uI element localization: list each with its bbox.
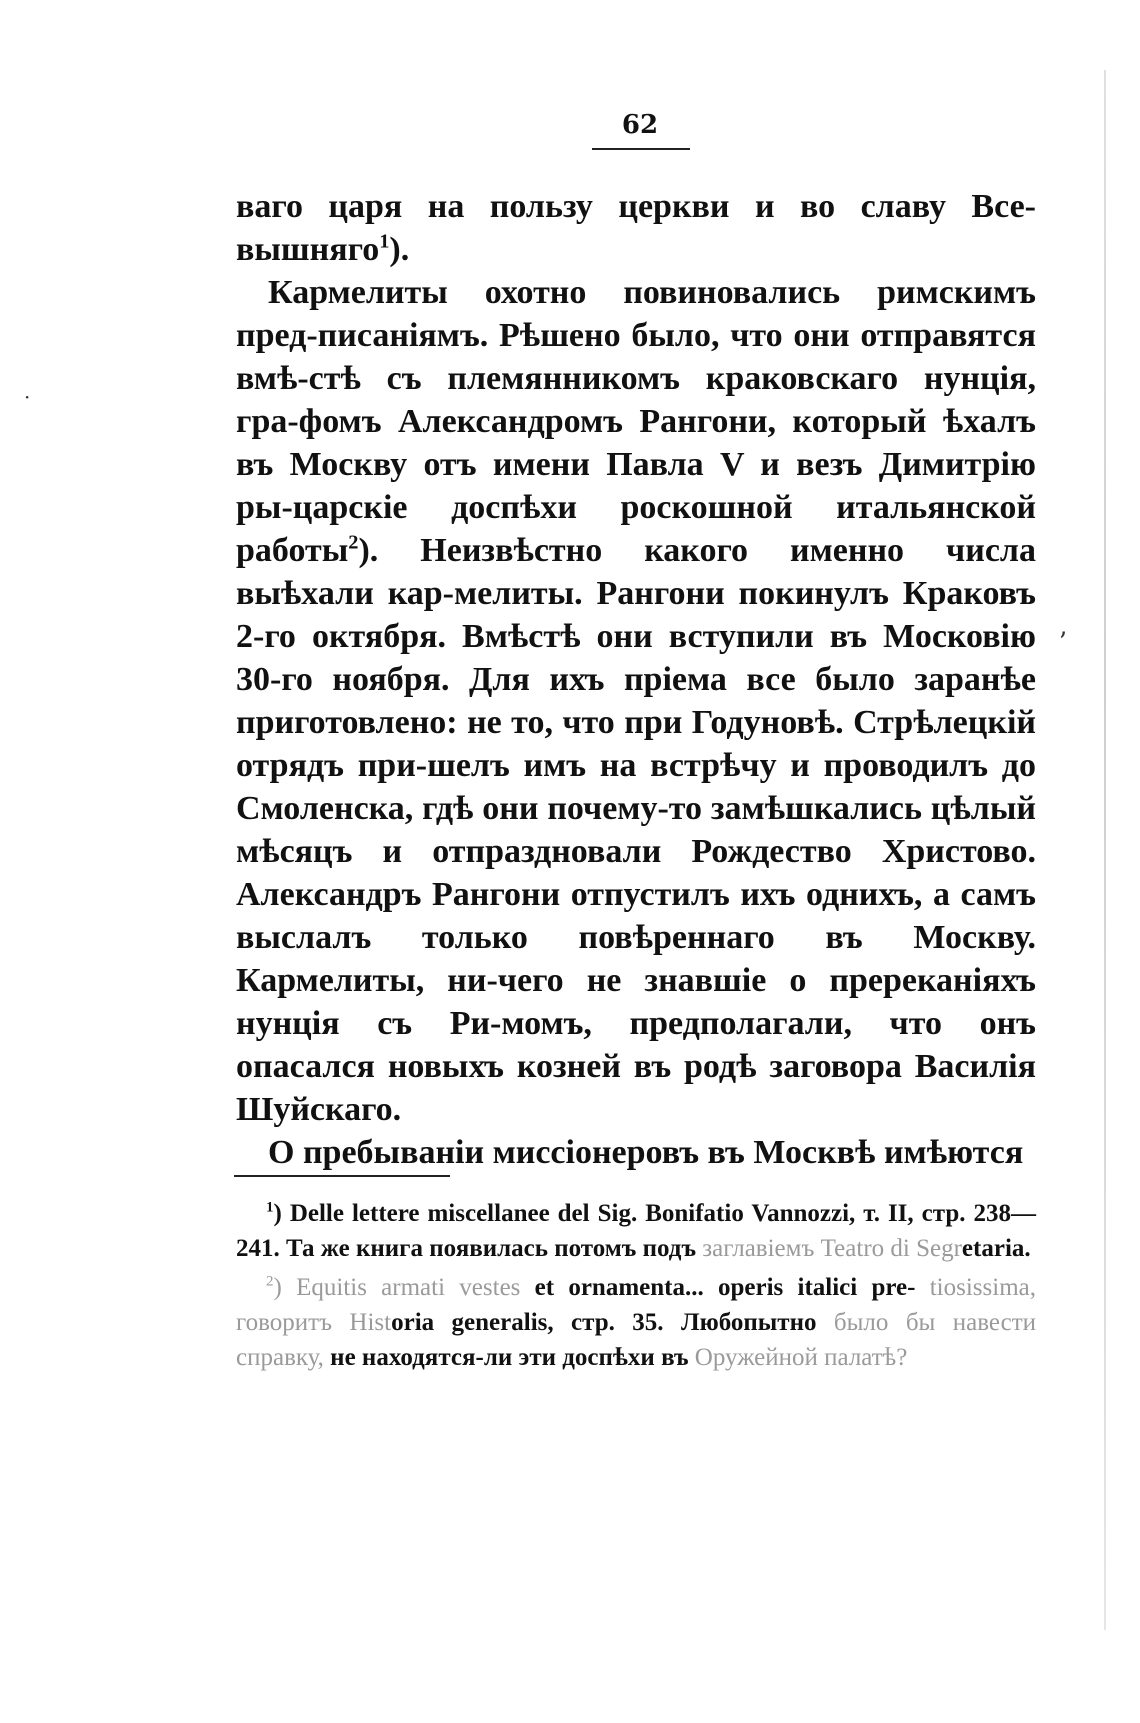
footnote-2-number: 2 bbox=[266, 1273, 274, 1290]
footnote-2-faded-b: tiosissima, говоритъ Hist bbox=[236, 1274, 1036, 1336]
page-number: 62 bbox=[621, 110, 659, 140]
paragraph-2-text-a: Кармелиты охотно повиновались римскимъ пред-писаніямъ. Рѣшено было, что они отправятся вмѣ-стѣ съ племянникомъ краковскаго нунція, гра-фомъ Александромъ Рангони, который ѣхалъ въ Москву отъ имени Павла V и везъ Димитрію ры-царскіе доспѣхи роскошной итальянской работы bbox=[236, 274, 1036, 569]
margin-mark: ʼ bbox=[1058, 628, 1067, 658]
footnote-1 bbox=[236, 1196, 1036, 1266]
footnote-1-end: etaria. bbox=[961, 1235, 1031, 1262]
footnote-1-faded: заглавіемъ Teatro di Segr bbox=[702, 1235, 962, 1262]
footnote-2-faded-a: ) Equitis armati vestes bbox=[273, 1274, 521, 1301]
footnote-separator bbox=[234, 1175, 450, 1177]
main-text bbox=[236, 185, 1036, 1174]
footnote-1-text: ) Delle lettere miscellanee del Sig. Bonifatio Vannozzi, т. II, стр. 238—241. Та же книга появилась потомъ подъ bbox=[236, 1200, 1036, 1262]
footnote-2-faded-c: было бы навести справку, bbox=[236, 1309, 1037, 1371]
page-edge-shadow bbox=[1104, 70, 1106, 1630]
footnote-2-faded-d: Оружейной палатѣ? bbox=[694, 1344, 908, 1371]
footnotes bbox=[236, 1196, 1036, 1375]
footnote-ref-1: 1 bbox=[379, 230, 390, 253]
page-number-rule bbox=[592, 148, 690, 150]
footnote-2-text-a: et ornamenta... operis italici pre- bbox=[520, 1274, 916, 1301]
footnote-ref-2: 2 bbox=[348, 531, 359, 554]
footnote-2 bbox=[236, 1270, 1036, 1375]
paragraph-2 bbox=[236, 271, 1036, 1131]
paragraph-1-text: ваго царя на пользу церкви и во славу Все-вышняго bbox=[236, 188, 1036, 268]
footnote-1-number: 1 bbox=[266, 1199, 274, 1216]
paragraph-3: О пребываніи миссіонеровъ въ Москвѣ имѣются bbox=[268, 1134, 1024, 1171]
footnote-2-text-b: oria generalis, стр. 35. Любопытно bbox=[391, 1309, 817, 1336]
paragraph-2-text-b: ). Неизвѣстно какого именно числа выѣхали кар-мелиты. Рангони покинулъ Краковъ 2-го октября. Вмѣстѣ они вступили въ Московію 30-го ноября. Для ихъ пріема все было заранѣе приготовлено: не то, что при Годуновѣ. Стрѣлецкій отрядъ при-шелъ имъ на встрѣчу и проводилъ до Смоленска, гдѣ они почему-то замѣшкались цѣлый мѣсяцъ и отпраздновали Рождество Христово. Александръ Рангони отпустилъ ихъ однихъ, а самъ выслалъ только повѣреннаго въ Москву. Кармелиты, ни-чего не знавшіе о пререканіяхъ нунція съ Ри-момъ, предполагали, что онъ опасался новыхъ козней въ родѣ заговора Василія Шуйскаго. bbox=[236, 532, 1036, 1128]
paragraph-1-end: ). bbox=[389, 231, 410, 268]
footnote-2-text-c: не находятся-ли эти доспѣхи въ bbox=[323, 1344, 689, 1371]
margin-dot: · bbox=[24, 385, 31, 409]
paragraph-1 bbox=[236, 185, 1036, 271]
